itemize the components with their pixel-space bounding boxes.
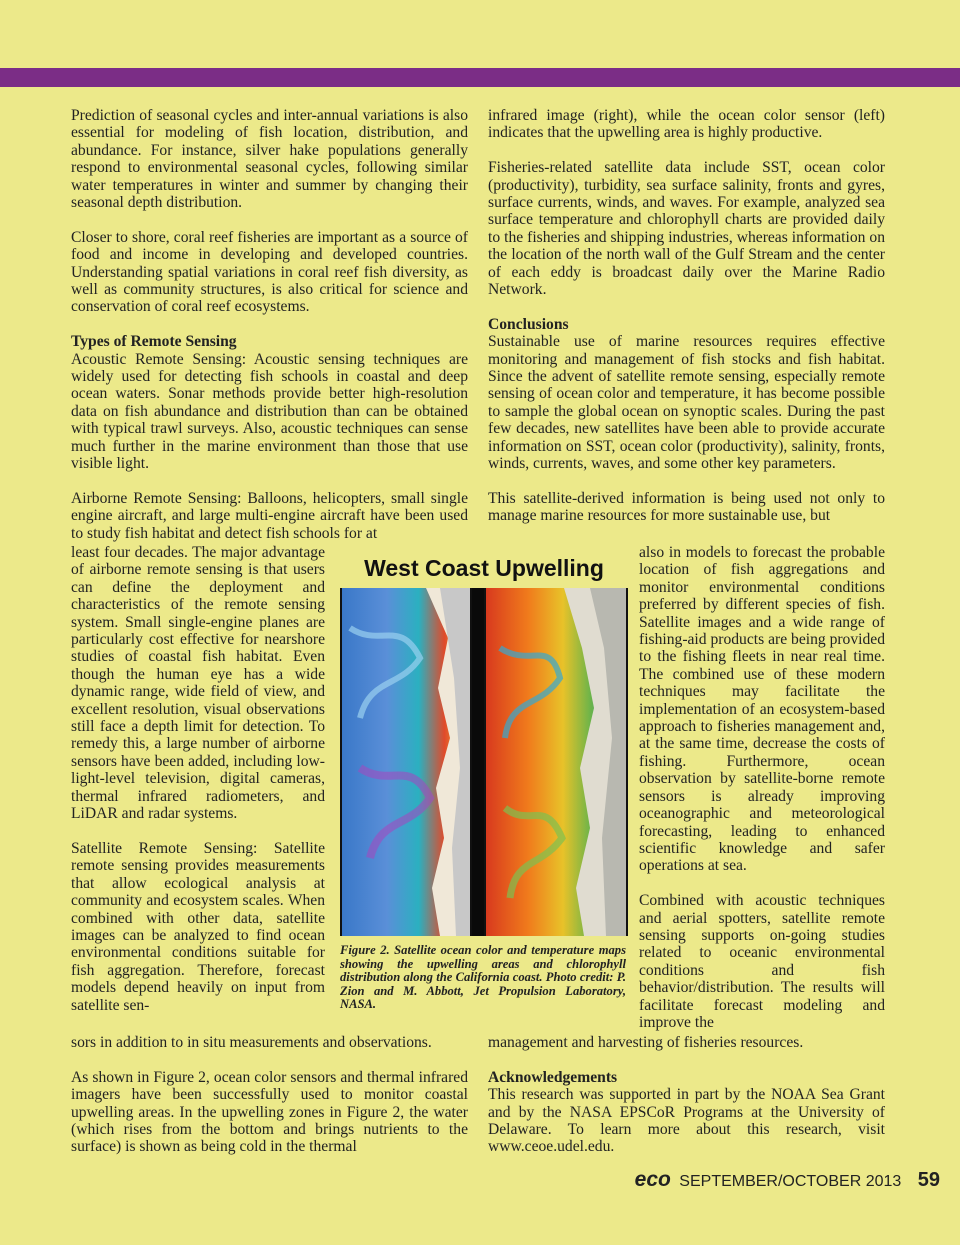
issue-date: SEPTEMBER/OCTOBER 2013: [679, 1173, 902, 1190]
right-column-top: [488, 107, 885, 525]
magazine-logo: eco: [634, 1168, 671, 1191]
right-column-bottom: [488, 1034, 885, 1173]
paragraph: also in models to forecast the probable location of fish aggregations and monitor environmental conditions preferred by different species of fish. Satellite images and a wide range of fishing-aid products are being provided to the fishing fleets in near real time. The combined use of these modern techniques may facilitate the implementation of an ecosystem-based approach to fisheries management and, at the same time, decrease the costs of fishing. Furthermore, ocean observation by satellite-borne remote sensors is already improving oceanographic and meteorological forecasting, leading to enhanced scientific knowledge and safer operations at sea.: [639, 544, 885, 875]
paragraph: infrared image (right), while the ocean color sensor (left) indicates that the upwelling area is highly productive.: [488, 107, 885, 142]
paragraph: This satellite-derived information is being used not only to manage marine resources for more sustainable use, but: [488, 489, 885, 525]
paragraph: sors in addition to in situ measurements and observations.: [71, 1034, 432, 1051]
paragraph: Sustainable use of marine resources requires effective monitoring and management of fish stocks and fish habitat. Since the advent of satellite remote sensing, especially remote sensing of ocean color and temperature, it has become possible to sample the global ocean on synoptic scales. During the past few decades, new satellites have been able to provide accurate information on SST, ocean color (productivity), salinity, fronts, winds, currents, waves, and some other key parameters.: [488, 333, 885, 473]
paragraph: Closer to shore, coral reef fisheries are important as a source of food and income in developing and developed countries. Understanding spatial variations in coral reef fish diversity, as well as community structures, is also critical for science and conservation of coral reef ecosystems.: [71, 228, 468, 316]
paragraph: Airborne Remote Sensing: Balloons, helicopters, small single engine aircraft, and large multi-engine aircraft have been used to study fish habitat and detect fish schools for at: [71, 489, 468, 542]
satellite-image: [340, 588, 628, 936]
figure-caption: Figure 2. Satellite ocean color and temperature maps showing the upwelling areas and chlorophyll distribution along the California coast. Photo credit: P. Zion and M. Abbott, Jet Propulsion Laboratory, NASA.: [340, 943, 626, 1012]
paragraph: Prediction of seasonal cycles and inter-annual variations is also essential for modeling of fish location, distribution, and abundance. For instance, silver hake populations generally respond to environmental seasonal cycles, following similar water temperatures in winter and summer by changing their seasonal depth distribution.: [71, 107, 468, 212]
left-column-narrow: [71, 544, 325, 1014]
section-heading: Acknowledgements: [488, 1068, 618, 1086]
page-footer: [635, 1168, 940, 1192]
paragraph: As shown in Figure 2, ocean color sensors and thermal infrared imagers have been successfully used to monitor coastal upwelling areas. In the upwelling zones in Figure 2, the water (which rises from the bottom and brings nutrients to the surface) is shown as being cold in the thermal: [71, 1068, 468, 1156]
section-heading: Conclusions: [488, 315, 569, 333]
paragraph: Fisheries-related satellite data include SST, ocean color (productivity), turbidity, sea surface salinity, fronts and gyres, surface currents, winds, and waves. For example, analyzed sea surface temperature and chlorophyll charts are provided daily to the fisheries and shipping industries, whereas information on the location of the north wall of the Gulf Stream and the center of each eddy is broadcast daily over the Marine Radio Network.: [488, 159, 885, 299]
paragraph: This research was supported in part by the NOAA Sea Grant and by the NASA EPSCoR Programs at the University of Delaware. To learn more about this research, visit www.ceoe.udel.edu.: [488, 1086, 885, 1156]
paragraph: least four decades. The major advantage of airborne remote sensing is that users can define the deployment and characteristics of the remote sensing system. Small single-engine planes are particularly cost effective for nearshore studies of coastal fish habitat. Even though the human eye has a wide dynamic range, wide field of view, and excellent resolution, visual observations still face a depth limit for detection. To remedy this, a large number of airborne sensors have been added, including low-light-level television, digital cameras, thermal infrared radiometers, and LiDAR and radar systems.: [71, 544, 325, 823]
left-column-top: [71, 107, 468, 542]
paragraph: management and harvesting of fisheries resources.: [488, 1034, 804, 1051]
right-column-narrow: [639, 544, 885, 1031]
header-band: [0, 68, 960, 87]
section-heading: Types of Remote Sensing: [71, 333, 237, 351]
page-number: 59: [917, 1169, 940, 1191]
figure-title: West Coast Upwelling: [364, 555, 604, 581]
paragraph: Acoustic Remote Sensing: Acoustic sensing techniques are widely used for detecting fish schools in coastal and deep ocean waters. Sonar methods provide better high-resolution data on fish abundance and distribution than can be obtained with typical trawl surveys. Also, acoustic techniques can sense much further in the marine environment than those that use visible light.: [71, 350, 468, 473]
left-column-bottom: [71, 1034, 468, 1173]
paragraph: Combined with acoustic techniques and aerial spotters, satellite remote sensing supports on-going studies related to oceanic environmental conditions and fish behavior/distribution. The results will facilitate forecast modeling and improve the: [639, 892, 885, 1031]
paragraph: Satellite Remote Sensing: Satellite remote sensing provides measurements that allow ecological analysis at community and ecosystem scales. When combined with other data, satellite images can be analyzed to find ocean environmental conditions suitable for fish aggregation. Therefore, forecast models depend heavily on input from satellite sen-: [71, 839, 325, 1014]
